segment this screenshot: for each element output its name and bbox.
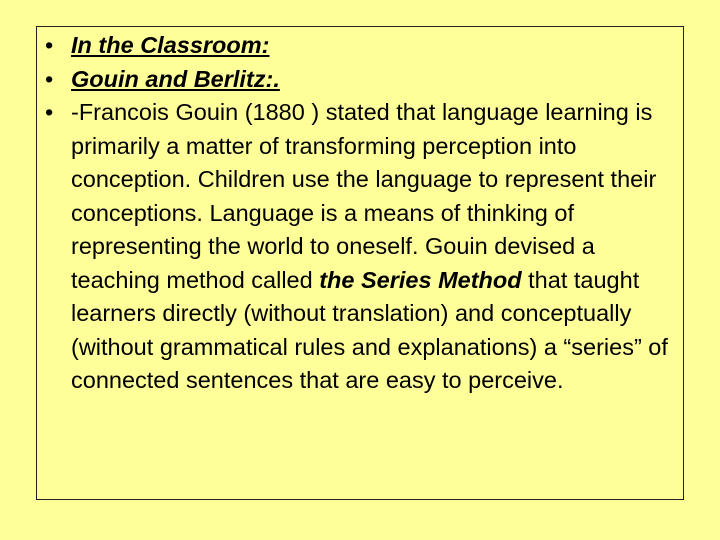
heading-gouin-and-berlitz: Gouin and Berlitz:. xyxy=(71,65,280,92)
bullet-marker: • xyxy=(45,99,54,125)
bullet-item-gouin-description xyxy=(43,96,675,398)
bullet-item-gouin-berlitz xyxy=(43,63,675,97)
paragraph-text-before: -Francois Gouin (1880 ) stated that language learning is primarily a matter of transforming perception into conception. Children use the language to represent their conceptions. Language is a means of thinking of representing the world to oneself. Gouin devised a teaching method called xyxy=(71,99,657,293)
bullet-list xyxy=(43,29,675,398)
heading-in-the-classroom: In the Classroom: xyxy=(71,32,270,58)
paragraph-text-after: that taught learners directly (without translation) and conceptually (without grammatical rules and explanations) a “series” of connected sentences that are easy to perceive. xyxy=(71,266,668,393)
slide-content-box xyxy=(36,26,684,500)
bullet-marker: • xyxy=(45,32,54,58)
series-method-emphasis: the Series Method xyxy=(319,266,522,293)
bullet-marker: • xyxy=(45,65,54,92)
bullet-item-classroom xyxy=(43,29,675,63)
